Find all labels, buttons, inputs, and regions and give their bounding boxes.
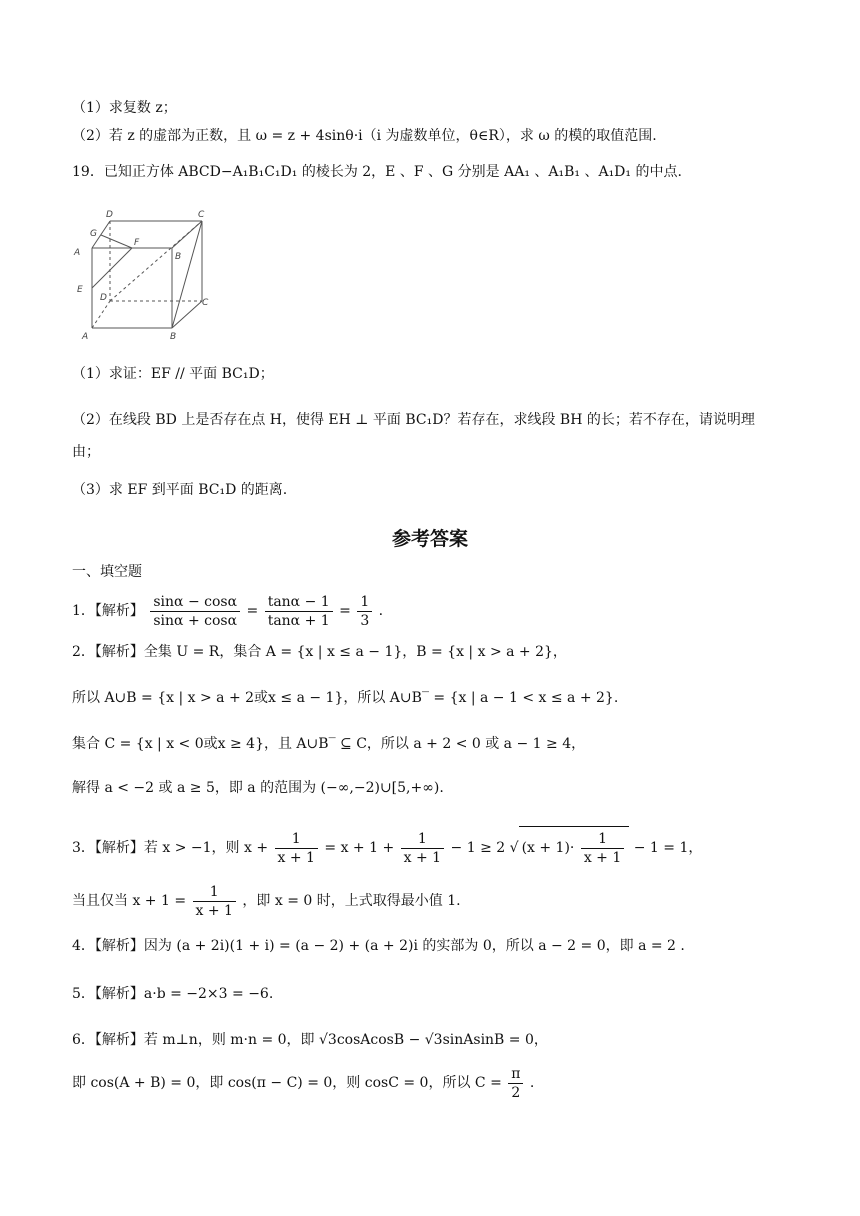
answer-3-label: 3．【解析】若 x > −1，则 x + (72, 840, 269, 856)
fig-label-e: E (77, 285, 83, 295)
fig-label-c1: C (198, 210, 205, 220)
answer-1: 1．【解析】 $\frac{\sin\alpha - \cos\alpha}{\sin\alpha + \cos\alpha}$ = $\frac{\tan\alpha - 1}{\tan\alpha + 1}$ = $\frac{1}{3}$ . (72, 593, 384, 629)
answer-3-sqrt (519, 826, 630, 869)
frac-den: 3 (360, 612, 370, 629)
answer-3-mid1: = x + 1 + (324, 840, 395, 856)
problem18-part1: （1）求复数 z； (72, 100, 177, 116)
cube-figure (72, 203, 222, 343)
problem19-part2-a: （2）在线段 BD 上是否存在点 H，使得 EH ⊥ 平面 BC₁D？若存在，求线段 BH 的长；若不存在，请说明理 (72, 412, 755, 428)
frac-num: 1 (193, 883, 236, 902)
answer-5: 5．【解析】a·b = −2×3 = −6. (72, 986, 274, 1002)
problem19-stem: 19．已知正方体 ABCD−A₁B₁C₁D₁ 的棱长为 2，E 、F 、G 分别是 AA₁ 、A₁B₁ 、A₁D₁ 的中点. (72, 164, 682, 180)
frac-den: tanα + 1 (267, 612, 330, 629)
frac-num: sinα − cosα (150, 593, 240, 612)
answer-3-line2-post: ，即 x = 0 时，上式取得最小值 1. (242, 893, 461, 909)
frac-den: 2 (511, 1084, 521, 1101)
problem19-part2-b: 由； (72, 444, 100, 460)
answer-2-line3: 集合 C = {x | x < 0或x ≥ 4}，且 A∪B‾ ⊆ C，所以 a + 2 < 0 或 a − 1 ≥ 4， (72, 736, 586, 752)
fig-label-g: G (90, 229, 97, 239)
problem19-part1: （1）求证：EF // 平面 BC₁D； (72, 366, 274, 382)
frac-num: π (508, 1065, 523, 1084)
answer-2-line2: 所以 A∪B = {x | x > a + 2或x ≤ a − 1}，所以 A∪B‾ = {x | a − 1 < x ≤ a + 2}. (72, 690, 619, 706)
frac-den: x + 1 (403, 849, 442, 866)
fig-label-a: A (82, 332, 89, 342)
answer-3-mid2: − 1 ≥ 2 (450, 840, 506, 856)
fig-label-c: C (202, 298, 209, 308)
fig-label-a1: A (74, 248, 81, 258)
problem19-part3: （3）求 EF 到平面 BC₁D 的距离. (72, 482, 288, 498)
answers-section: 一、填空题 (72, 564, 142, 580)
frac-num: tanα − 1 (265, 593, 333, 612)
problem18-part2: （2）若 z 的虚部为正数，且 ω = z + 4sinθ·i（i 为虚数单位，θ∈R），求 ω 的模的取值范围. (72, 128, 657, 144)
answer-3-frac-b (401, 830, 444, 867)
frac-num: 1 (401, 830, 444, 849)
fig-label-b1: B (175, 252, 182, 262)
frac-num: 1 (581, 830, 624, 849)
frac-den: sinα + cosα (153, 612, 238, 629)
answer-1-label: 1．【解析】 (72, 603, 144, 619)
answer-6-line1: 6．【解析】若 m⊥n，则 m·n = 0，即 √3cosAcosB − √3sinAsinB = 0， (72, 1032, 548, 1048)
answer-6-line2-post: . (529, 1075, 535, 1091)
answer-1-frac1 (150, 593, 240, 630)
answer-6-line2-pre: 即 cos(A + B) = 0，即 cos(π − C) = 0，则 cosC = 0，所以 C = (72, 1075, 502, 1091)
fig-label-d1: D (106, 210, 113, 220)
answer-4: 4．【解析】因为 (a + 2i)(1 + i) = (a − 2) + (a + 2)i 的实部为 0，所以 a − 2 = 0，即 a = 2 . (72, 938, 685, 954)
frac-den: x + 1 (195, 902, 233, 919)
answer-1-frac2 (265, 593, 333, 630)
answer-3-frac-d (193, 883, 236, 920)
answer-3-line2 (72, 880, 461, 922)
answer-3-frac-c (581, 830, 624, 867)
frac-num: 1 (275, 830, 318, 849)
fig-label-d: D (100, 293, 107, 303)
answers-title: 参考答案 (391, 528, 468, 550)
answer-1-frac3 (357, 593, 372, 630)
answer-6-frac (508, 1065, 523, 1102)
answer-3-line1: 3．【解析】若 x > −1，则 x + $\frac{1}{x + 1}$ = x + 1 + $\frac{1}{x + 1}$ − 1 ≥ 2 √ (x + 1)· $\frac{1}{x + 1}$ − 1 = 1， (72, 826, 702, 869)
answer-3-line2-pre: 当且仅当 x + 1 = (72, 893, 187, 909)
answer-6-line2 (72, 1062, 534, 1104)
frac-num: 1 (357, 593, 372, 612)
fig-label-f: F (134, 238, 140, 248)
answer-2-line1: 2．【解析】全集 U = R，集合 A = {x | x ≤ a − 1}，B = {x | x > a + 2}， (72, 644, 567, 660)
frac-den: x + 1 (277, 849, 315, 866)
fig-label-b: B (170, 332, 177, 342)
answer-3-frac-a (275, 830, 318, 867)
frac-den: x + 1 (583, 849, 622, 866)
answer-3-sqrt-pre: (x + 1)· (521, 840, 575, 856)
answer-3-end: − 1 = 1， (633, 840, 703, 856)
answer-2-line4: 解得 a < −2 或 a ≥ 5，即 a 的范围为 (−∞,−2)∪[5,+∞). (72, 780, 444, 796)
